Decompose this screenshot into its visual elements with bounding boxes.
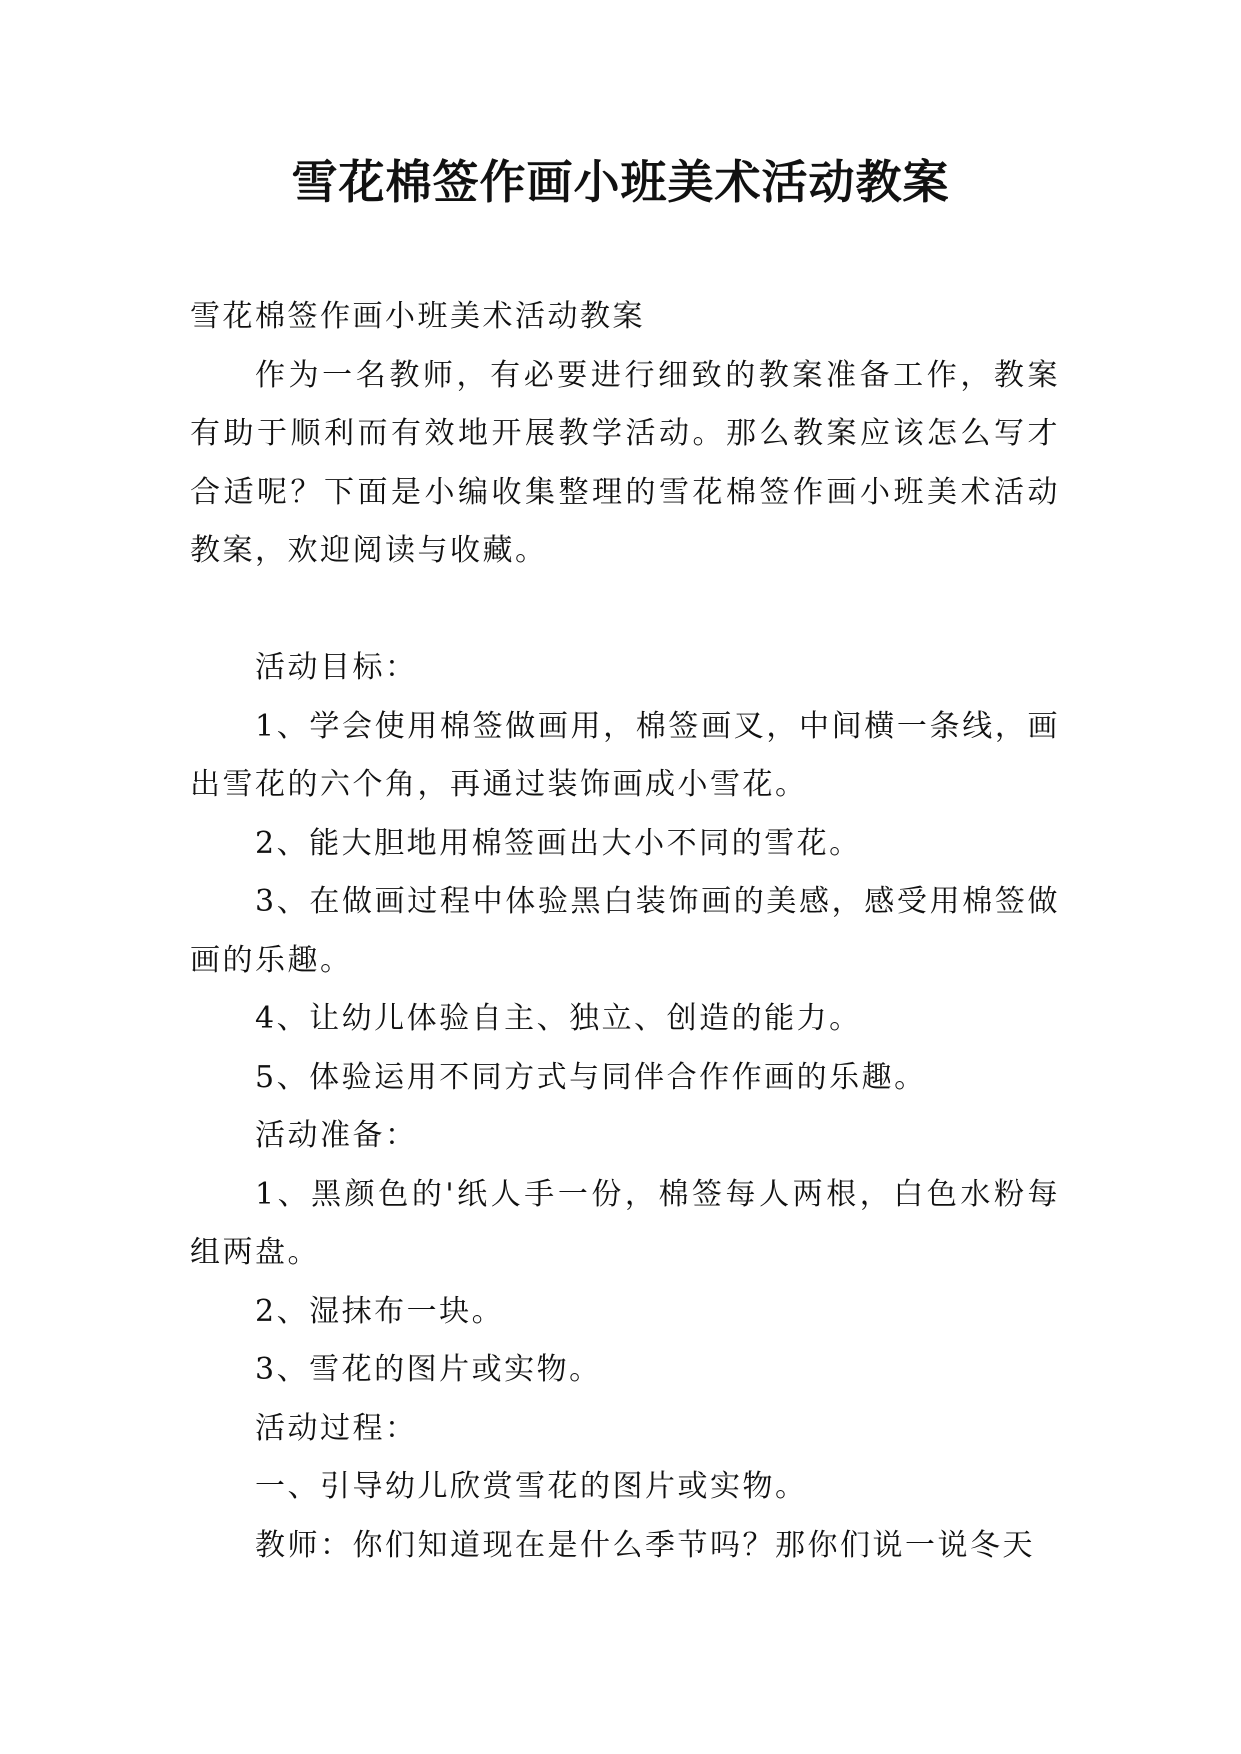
goal-item-5: 5、体验运用不同方式与同伴合作作画的乐趣。 xyxy=(255,1059,927,1095)
goals-heading: 活动目标： xyxy=(255,650,418,685)
prep-heading: 活动准备： xyxy=(255,1118,418,1153)
prep-item-2: 2、湿抹布一块。 xyxy=(255,1293,505,1329)
process-step-1: 一、引导幼儿欣赏雪花的图片或实物。 xyxy=(255,1469,808,1504)
process-heading: 活动过程： xyxy=(255,1410,418,1446)
goal-item-4: 4、让幼儿体验自主、独立、创造的能力。 xyxy=(255,1001,862,1036)
goal-item-1: 1、学会使用棉签做画用，棉签画叉，中间横一条线，画出雪花的六个角，再通过装饰画成小雪花。 xyxy=(190,708,1060,802)
goal-item-2: 2、能大胆地用棉签画出大小不同的雪花。 xyxy=(255,825,862,861)
goal-item-3: 3、在做画过程中体验黑白装饰画的美感，感受用棉签做画的乐趣。 xyxy=(190,884,1060,978)
process-teacher-line: 教师：你们知道现在是什么季节吗？那你们说一说冬天 xyxy=(255,1527,1035,1563)
prep-item-3: 3、雪花的图片或实物。 xyxy=(255,1352,602,1387)
prep-item-1: 1、黑颜色的'纸人手一份，棉签每人两根，白色水粉每组两盘。 xyxy=(190,1176,1060,1270)
document-title: 雪花棉签作画小班美术活动教案 xyxy=(291,155,950,209)
subtitle-line: 雪花棉签作画小班美术活动教案 xyxy=(190,299,645,334)
document-body xyxy=(190,288,1060,1575)
blank-line xyxy=(190,581,1060,640)
intro-paragraph: 作为一名教师，有必要进行细致的教案准备工作，教案有助于顺利而有效地开展教学活动。那么教案应该怎么写才合适呢？下面是小编收集整理的雪花棉签作画小班美术活动教案，欢迎阅读与收藏。 xyxy=(190,357,1060,568)
